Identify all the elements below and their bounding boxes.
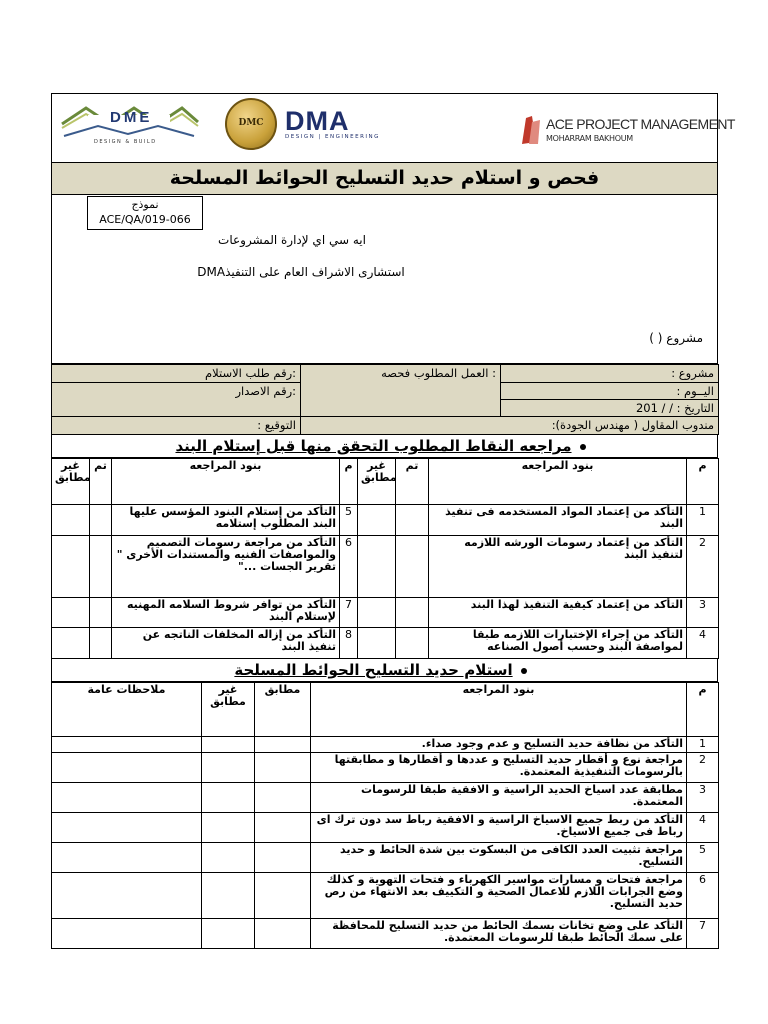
- inspection-item-number: 6: [687, 873, 719, 919]
- check-cell[interactable]: [396, 628, 429, 659]
- project-field[interactable]: مشروع :: [501, 365, 719, 383]
- check-cell[interactable]: [255, 813, 311, 843]
- inspection-item-text: مراجعة تثبيت العدد الكافى من البسكوت بين شدة الحائط و حديد التسليح.: [311, 843, 687, 873]
- logo-header: [51, 93, 735, 163]
- notes-cell[interactable]: [52, 919, 202, 949]
- org-line: ايه سي اي لإدارة المشروعات: [218, 233, 366, 247]
- seal-text: DMC: [238, 118, 264, 128]
- inspection-item-text: مطابقة عدد اسياخ الحديد الراسية و الافقية طبقا للرسومات المعتمدة.: [311, 783, 687, 813]
- check-cell[interactable]: [90, 598, 112, 628]
- inspection-item-text: التأكد من نظافة حديد التسليح و عدم وجود صداء.: [311, 737, 687, 753]
- inspection-item-number: 3: [687, 783, 719, 813]
- contractor-rep-field[interactable]: مندوب المقاول ( مهندس الجودة):: [301, 417, 719, 435]
- check-cell[interactable]: [52, 505, 90, 536]
- inspection-item-text: التأكد على وضع تخانات بسمك الحائط من حديد التسليح للمحافظة على سمك الحائط طبقا للرسومات المعتمدة.: [311, 919, 687, 949]
- dme-logo: [58, 102, 200, 144]
- check-cell[interactable]: [90, 628, 112, 659]
- table-row: [52, 505, 719, 536]
- check-item-number: 7: [340, 598, 358, 628]
- notes-cell[interactable]: [52, 783, 202, 813]
- check-cell[interactable]: [52, 536, 90, 598]
- header-not-compliant: غير مطابق: [202, 683, 255, 737]
- check-item-text: التأكد من إعتماد كيفية التنفيذ لهذا البند: [429, 598, 687, 628]
- header-item-right: بنود المراجعه: [429, 459, 687, 505]
- check-cell[interactable]: [396, 536, 429, 598]
- ace-title: ACE PROJECT MANAGEMENT: [546, 116, 735, 132]
- check-cell[interactable]: [202, 843, 255, 873]
- day-field[interactable]: اليــوم :: [501, 383, 719, 400]
- section2-title-text: استلام حديد التسليح الحوائط المسلحة: [234, 661, 513, 679]
- form-page: [51, 93, 735, 949]
- check-cell[interactable]: [255, 843, 311, 873]
- header-notes: ملاحظات عامة: [52, 683, 202, 737]
- header-item-left: بنود المراجعه: [112, 459, 340, 505]
- check-item-number: 4: [687, 628, 719, 659]
- check-cell[interactable]: [90, 505, 112, 536]
- table-row: [52, 813, 719, 843]
- check-cell[interactable]: [255, 753, 311, 783]
- check-cell[interactable]: [358, 505, 396, 536]
- notes-cell[interactable]: [52, 753, 202, 783]
- form-label: نموذج: [131, 198, 159, 211]
- inspection-item-number: 4: [687, 813, 719, 843]
- dma-logo: [285, 108, 425, 140]
- notes-cell[interactable]: [52, 813, 202, 843]
- ace-mark-icon: [520, 114, 542, 146]
- page-title: فحص و استلام حديد التسليح الحوائط المسلحة: [51, 163, 718, 195]
- check-cell[interactable]: [202, 873, 255, 919]
- inspection-item-text: مراجعة نوع و أقطار حديد التسليح و عددها و أقطارها و مطابقتها بالرسومات التنفيذية المعتمدة.: [311, 753, 687, 783]
- header-not-compliant-left: غير مطابق: [52, 459, 90, 505]
- inspection-item-number: 5: [687, 843, 719, 873]
- request-number-field[interactable]: :رقم طلب الاستلام: [52, 365, 301, 383]
- check-cell[interactable]: [255, 873, 311, 919]
- table-row: [52, 753, 719, 783]
- form-code-box: [87, 196, 203, 230]
- check-item-number: 2: [687, 536, 719, 598]
- header-item: بنود المراجعه: [311, 683, 687, 737]
- check-cell[interactable]: [358, 628, 396, 659]
- header-no: م: [687, 683, 719, 737]
- notes-cell[interactable]: [52, 843, 202, 873]
- check-cell[interactable]: [202, 783, 255, 813]
- check-cell[interactable]: [52, 598, 90, 628]
- check-cell[interactable]: [255, 737, 311, 753]
- check-cell[interactable]: [202, 919, 255, 949]
- check-item-text: التأكد من إستلام البنود المؤسس عليها البند المطلوب إستلامه: [112, 505, 340, 536]
- check-item-text: التأكد من إعتماد رسومات الورشه اللازمه لتنفيذ البند: [429, 536, 687, 598]
- section2-title: [51, 659, 718, 682]
- notes-cell[interactable]: [52, 737, 202, 753]
- inspection-item-number: 2: [687, 753, 719, 783]
- inspection-item-number: 7: [687, 919, 719, 949]
- check-cell[interactable]: [396, 598, 429, 628]
- dme-wordmark: DME: [110, 109, 153, 126]
- section1-title: [51, 435, 718, 458]
- check-cell[interactable]: [358, 536, 396, 598]
- check-item-number: 8: [340, 628, 358, 659]
- check-item-text: التأكد من إجراء الإختبارات اللازمه طبقا لمواصفة البند وحسب أصول الصناعه: [429, 628, 687, 659]
- header-compliant: مطابق: [255, 683, 311, 737]
- inspection-item-text: التأكد من ربط جميع الاسياخ الراسية و الافقية رباط سد دون ترك اى رباط فى جميع الاسياخ.: [311, 813, 687, 843]
- header-done-left: تم: [90, 459, 112, 505]
- check-cell[interactable]: [255, 783, 311, 813]
- notes-cell[interactable]: [52, 873, 202, 919]
- table-row: [52, 536, 719, 598]
- dma-tagline: DESIGN | ENGINEERING: [285, 134, 380, 140]
- check-item-text: التأكد من مراجعة رسومات التصميم والمواصفات الفنيه والمستندات الأخرى " تقرير الجسات ...": [112, 536, 340, 598]
- table-row: [52, 628, 719, 659]
- inspection-item-text: مراجعة فتحات و مسارات مواسير الكهرباء و فتحات التهوية و كذلك وضع الجرابات اللازم للاعمال الصحية و التكييف بعد الانتهاء من رص حديد التسليح.: [311, 873, 687, 919]
- dma-wordmark: DMA: [285, 106, 350, 136]
- check-cell[interactable]: [396, 505, 429, 536]
- info-box: [51, 195, 718, 364]
- issue-number-field[interactable]: :رقم الاصدار: [52, 383, 301, 417]
- table-row: [52, 873, 719, 919]
- check-cell[interactable]: [202, 753, 255, 783]
- bullet-icon: [521, 668, 527, 674]
- table-row: [52, 737, 719, 753]
- check-item-number: 5: [340, 505, 358, 536]
- check-cell[interactable]: [255, 919, 311, 949]
- bullet-icon: [580, 444, 586, 450]
- inspection-table: [51, 682, 719, 949]
- check-cell[interactable]: [358, 598, 396, 628]
- ace-logo: [520, 114, 735, 148]
- header-no-right: م: [687, 459, 719, 505]
- project-line: مشروع ( ): [649, 331, 703, 345]
- table-row: [52, 843, 719, 873]
- dmc-seal-logo: [225, 98, 277, 150]
- table-row: [52, 919, 719, 949]
- table-row: [52, 783, 719, 813]
- check-item-number: 1: [687, 505, 719, 536]
- dme-tagline: DESIGN & BUILD: [94, 139, 157, 145]
- header-done-right: تم: [396, 459, 429, 505]
- check-cell[interactable]: [202, 813, 255, 843]
- header-no-left: م: [340, 459, 358, 505]
- precheck-table: [51, 458, 719, 659]
- table-row: [52, 598, 719, 628]
- check-item-text: التأكد من توافر شروط السلامه المهنيه لإستلام البند: [112, 598, 340, 628]
- header-not-compliant-right: غير مطابق: [358, 459, 396, 505]
- ace-subtitle: MOHARRAM BAKHOUM: [546, 134, 633, 143]
- form-code: ACE/QA/019-066: [99, 213, 191, 226]
- signature-field[interactable]: التوقيع :: [52, 417, 301, 435]
- check-item-number: 6: [340, 536, 358, 598]
- check-cell[interactable]: [202, 737, 255, 753]
- work-field[interactable]: : العمل المطلوب فحصه: [301, 365, 501, 417]
- check-cell[interactable]: [90, 536, 112, 598]
- inspection-item-number: 1: [687, 737, 719, 753]
- check-item-number: 3: [687, 598, 719, 628]
- consultant-line: استشارى الاشراف العام على التنفيذDMA: [197, 265, 405, 279]
- check-item-text: التأكد من إزاله المخلفات الناتجه عن تنفيذ البند: [112, 628, 340, 659]
- date-field[interactable]: التاريخ : / / 201: [501, 400, 719, 417]
- meta-table: [51, 364, 719, 435]
- check-cell[interactable]: [52, 628, 90, 659]
- check-item-text: التأكد من إعتماد المواد المستخدمه فى تنفيذ البند: [429, 505, 687, 536]
- section1-title-text: مراجعه النقاط المطلوب التحقق منها قبل إستلام البند: [175, 437, 572, 455]
